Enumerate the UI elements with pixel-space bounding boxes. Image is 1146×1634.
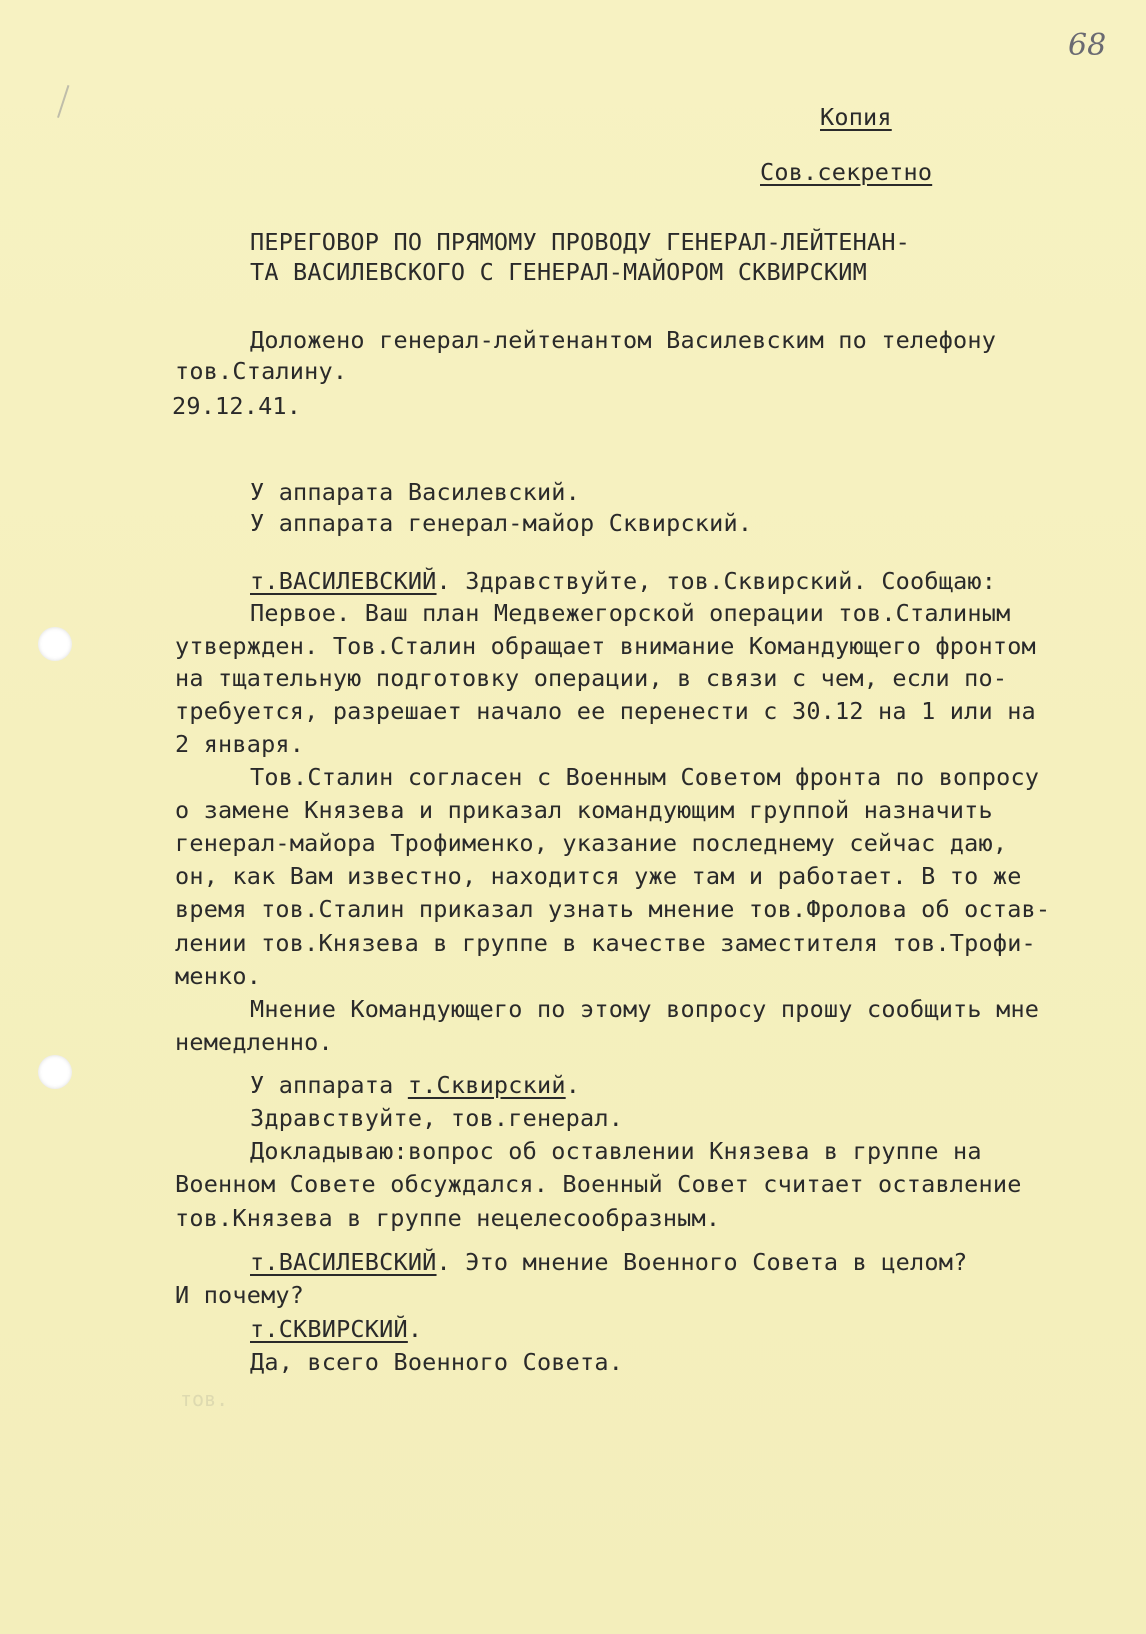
skvirsky-2-speaker-line [250, 1315, 422, 1343]
vasilevsky-body-line: Тов.Сталин согласен с Военным Советом фронта по вопросу [250, 763, 1040, 791]
vasilevsky-body-line: 2 января. [175, 730, 305, 758]
vasilevsky-body-line: Мнение Командующего по этому вопросу прошу сообщить мне [250, 995, 1040, 1023]
vasilevsky-line-1 [250, 567, 996, 595]
skvirsky-body-line: Докладываю:вопрос об оставлении Князева в группе на [250, 1137, 982, 1165]
punch-hole [38, 1055, 72, 1089]
skvirsky-body-line: Здравствуйте, тов.генерал. [250, 1104, 624, 1132]
speaker-skvirsky: т.Сквирский [407, 1071, 566, 1099]
vasilevsky-body-line: лении тов.Князева в группе в качестве заместителя тов.Трофи- [175, 929, 1036, 957]
page-number: 68 [1068, 28, 1107, 63]
vasilevsky-body-line: он, как Вам известно, находится уже там и работает. В то же [175, 862, 1022, 890]
title-line-2: ТА ВАСИЛЕВСКОГО С ГЕНЕРАЛ-МАЙОРОМ СКВИРСКИМ [250, 258, 867, 286]
speaker-vasilevsky: т.ВАСИЛЕВСКИЙ [250, 1248, 437, 1276]
vasilevsky-body-line: требуется, разрешает начало ее перенести с 30.12 на 1 или на [175, 697, 1036, 725]
vasilevsky-body-line: время тов.Сталин приказал узнать мнение тов.Фролова об остав- [175, 895, 1051, 923]
skvirsky-line-1 [250, 1071, 580, 1099]
speaker-suffix: . [407, 1315, 423, 1343]
vasilevsky-2-line-2: И почему? [175, 1281, 305, 1309]
skvirsky-2-body-line: Да, всего Военного Совета. [250, 1348, 624, 1376]
skvirsky-body-line: тов.Князева в группе нецелесообразным. [175, 1204, 721, 1232]
report-date: 29.12.41. [172, 392, 302, 420]
faint-text: тов. [180, 1387, 229, 1411]
vasilevsky-body-line: утвержден. Тов.Сталин обращает внимание Командующего фронтом [175, 632, 1036, 660]
vasilevsky-body-line: на тщательную подготовку операции, в связи с чем, если по- [175, 664, 1008, 692]
pencil-mark [57, 85, 79, 121]
vasilevsky-body-line: немедленно. [175, 1028, 333, 1056]
speaker-line-rest: . Здравствуйте, тов.Сквирский. Сообщаю: [436, 567, 997, 595]
report-note-line-2: тов.Сталину. [175, 357, 348, 385]
punch-hole [38, 627, 72, 661]
vasilevsky-body-line: менко. [175, 962, 262, 990]
skvirsky-prefix: У аппарата [250, 1071, 408, 1099]
speaker-vasilevsky: т.ВАСИЛЕВСКИЙ [250, 567, 437, 595]
copy-mark: Копия [820, 103, 892, 131]
vasilevsky-2-line-1 [250, 1248, 967, 1276]
speaker-suffix: . [565, 1071, 581, 1099]
skvirsky-body-line: Военном Совете обсуждался. Военный Совет считает оставление [175, 1170, 1022, 1198]
vasilevsky-body-line: Первое. Ваш план Медвежегорской операции тов.Сталиным [250, 599, 1011, 627]
speaker-line-rest: . Это мнение Военного Совета в целом? [436, 1248, 968, 1276]
classification-mark: Сов.секретно [760, 158, 933, 186]
at-apparatus-line-2: У аппарата генерал-майор Сквирский. [250, 509, 753, 537]
title-line-1: ПЕРЕГОВОР ПО ПРЯМОМУ ПРОВОДУ ГЕНЕРАЛ-ЛЕЙТЕНАН- [250, 228, 911, 256]
at-apparatus-line-1: У аппарата Василевский. [250, 478, 581, 506]
vasilevsky-body-line: генерал-майора Трофименко, указание последнему сейчас даю, [175, 829, 1008, 857]
speaker-skvirsky: т.СКВИРСКИЙ [250, 1315, 408, 1343]
report-note-line-1: Доложено генерал-лейтенантом Василевским по телефону [250, 326, 997, 354]
vasilevsky-body-line: о замене Князева и приказал командующим группой назначить [175, 796, 993, 824]
